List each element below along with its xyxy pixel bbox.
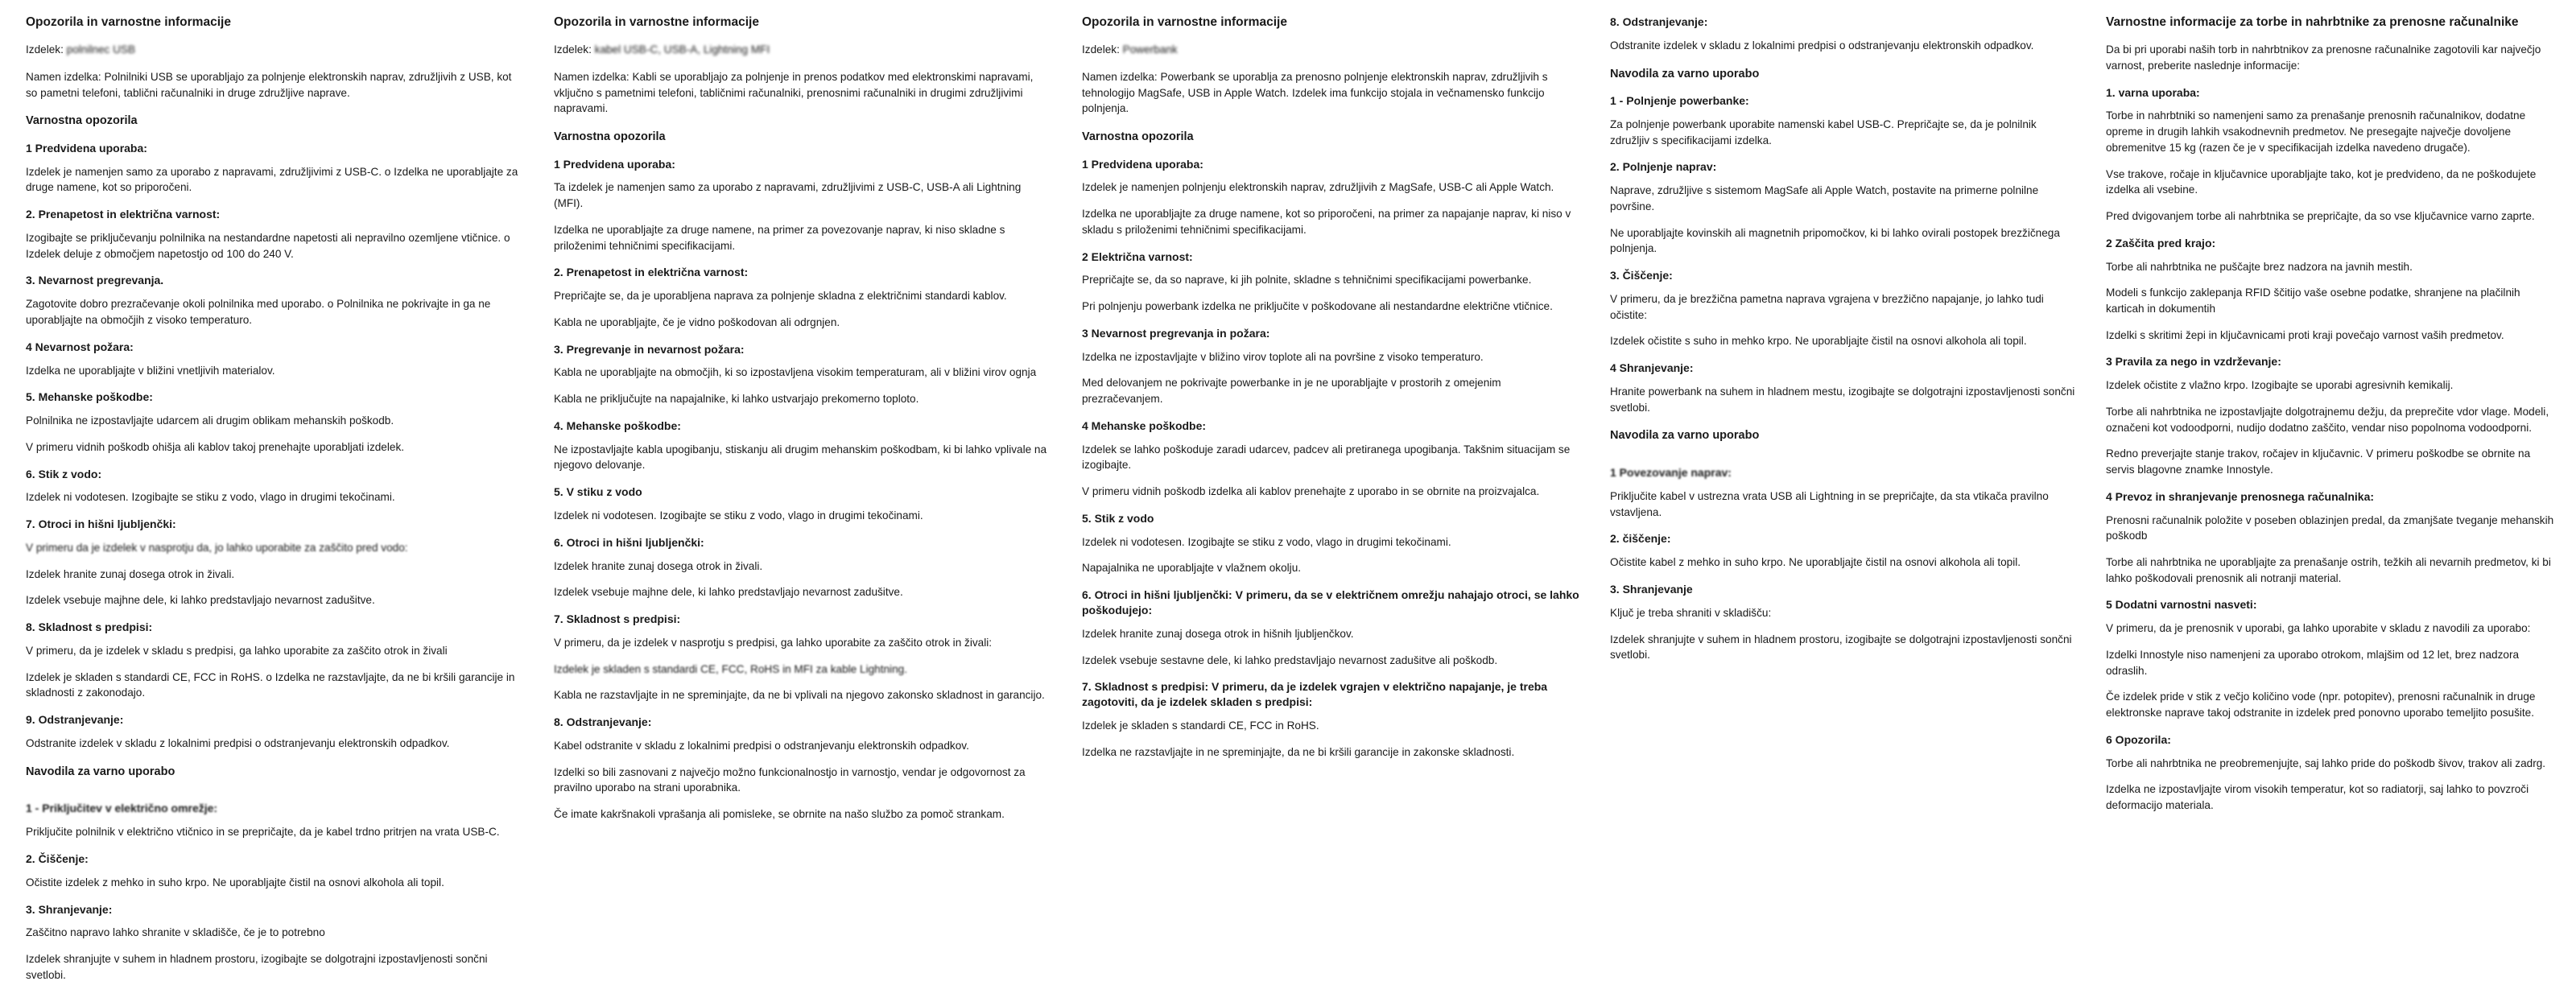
bag-heading-1: 1. varna uporaba:: [2106, 85, 2200, 99]
warning-heading-8: 8. Skladnost s predpisi:: [26, 621, 153, 634]
warning-heading-4: 4 Nevarnost požara:: [26, 340, 134, 353]
warning-heading-2: 2. Prenapetost in električna varnost:: [26, 208, 221, 221]
warning-heading-1: 1 Predvidena uporaba:: [1082, 157, 1203, 171]
usage2-heading-2: 2. čiščenje:: [1610, 532, 1671, 546]
usage-text: Očistite izdelek z mehko in suho krpo. Ne uporabljajte čistil na osnovi alkohola ali topil.: [26, 876, 444, 888]
column-usb-charger: [11, 14, 539, 1006]
warning-text: Ta izdelek je namenjen samo za uporabo z napravami, združljivimi z USB-C, USB-A ali Lightning (MFI).: [554, 181, 1022, 210]
usage-heading-1: 1 - Priključitev v električno omrežje:: [26, 802, 218, 815]
usage-heading-secondary: Navodila za varno uporabo: [1610, 429, 1760, 443]
usage2-heading-3: 3. Shranjevanje: [1610, 582, 1693, 596]
bag-text: Torbe ali nahrbtnika ne preobremenjujte, saj lahko pride do poškodb šivov, trakov ali zadrg.: [2106, 757, 2546, 769]
warning-text: Izdelek ni vodotesen. Izogibajte se stiku z vodo, vlago in drugimi tekočinami.: [1082, 535, 1451, 548]
column-cables: [539, 14, 1067, 1006]
warning-text: Izdelka ne uporabljajte za druge namene, na primer za povezovanje naprav, ki niso skladne s priloženimi tehničnimi specifikacijami.: [554, 223, 1005, 252]
warning-text: V primeru da je izdelek v nasprotju da, jo lahko uporabite za zaščito pred vodo:: [26, 542, 408, 555]
bag-text: Izdelki s skritimi žepi in ključavnicami proti kraji povečajo varnost vaših predmetov.: [2106, 328, 2504, 341]
product-subject: [1082, 42, 1581, 58]
warning-heading-5: 5. Mehanske poškodbe:: [26, 390, 153, 404]
column-powerbank-usage: [1596, 14, 2091, 1006]
usage-heading-2: 2. Čiščenje:: [26, 851, 89, 865]
warning-text: Prepričajte se, da so naprave, ki jih polnite, skladne s tehničnimi specifikacijami powerbanke.: [1082, 274, 1532, 287]
section-title: Varnostne informacije za torbe in nahrbtnike za prenosne računalnike: [2106, 15, 2519, 29]
usage-text: Izdelek shranjujte v suhem in hladnem prostoru, izogibajte se dolgotrajni izpostavljenosti sončni svetlobi.: [26, 953, 488, 981]
usage-text: Ne uporabljajte kovinskih ali magnetnih pripomočkov, ki bi lahko ovirali postopek brezžičnega polnjenja.: [1610, 226, 2060, 255]
product-purpose: Namen izdelka: Polnilniki USB se uporabljajo za polnjenje elektronskih naprav, združljivih z USB, kot so pametni telefoni, tablični računalniki in druge združljive naprave.: [26, 70, 512, 99]
warning-text: Zagotovite dobro prezračevanje okoli polnilnika med uporabo. o Polnilnika ne pokrivajte in ga ne uporabljajte na območjih z visoko temperaturo.: [26, 298, 491, 326]
usage-text: Naprave, združljive s sistemom MagSafe ali Apple Watch, postavite na primerne polnilne površine.: [1610, 184, 2039, 213]
warning-heading-4: 4. Mehanske poškodbe:: [554, 418, 681, 432]
bag-text: Torbe in nahrbtniki so namenjeni samo za prenašanje prenosnih računalnikov, dodatne opreme in drugih lahkih vsakodnevnih predmetov. Ne presegajte največje dovoljene obremenitve 15 kg (razen če je v specifikacijah izdelka navedeno drugače).: [2106, 109, 2526, 154]
warning-text: Kabla ne uporabljajte, če je vidno poškodovan ali odrgnjen.: [554, 315, 840, 328]
warning-heading-8: 8. Odstranjevanje:: [554, 715, 652, 728]
usage-heading: Navodila za varno uporabo: [1610, 67, 1760, 80]
bag-text: Izdelek očistite z vlažno krpo. Izogibajte se uporabi agresivnih kemikalij.: [2106, 379, 2454, 392]
bag-text: Prenosni računalnik položite v poseben oblazinjen predal, da zmanjšate tveganje mehanskih poškodb: [2106, 513, 2554, 542]
warning-heading-5: 5. V stiku z vodo: [554, 485, 642, 499]
bag-text: Torbe ali nahrbtnika ne uporabljajte za prenašanje ostrih, težkih ali nevarnih predmetov, ki bi lahko poškodovali prenosnik ali notranji material.: [2106, 556, 2551, 584]
warning-text: Med delovanjem ne pokrivajte powerbanke in je ne uporabljajte v prostorih z omejenim prezračevanjem.: [1082, 377, 1501, 406]
usage-heading-3: 3. Shranjevanje:: [26, 902, 113, 916]
warning-heading-7: 7. Otroci in hišni ljubljenčki:: [26, 517, 176, 531]
bag-text: Torbe ali nahrbtnika ne izpostavljajte dolgotrajnemu dežju, da preprečite vdor vlage. Modeli, označeni kot vodoodporni, nudijo dodatno zaščito, vendar niso popolnoma vodoodporni.: [2106, 405, 2549, 434]
bag-heading-5: 5 Dodatni varnostni nasveti:: [2106, 598, 2257, 612]
product-subject: [26, 42, 525, 58]
usage2-heading-1: 1 Povezovanje naprav:: [1610, 466, 1732, 480]
usage2-text: Izdelek shranjujte v suhem in hladnem prostoru, izogibajte se dolgotrajni izpostavljenosti sončni svetlobi.: [1610, 633, 2072, 662]
usage2-text: Ključ je treba shraniti v skladišču:: [1610, 606, 1772, 619]
warnings-heading: Varnostna opozorila: [26, 114, 138, 128]
warning-text: Izogibajte se priključevanju polnilnika na nestandardne napetosti ali nepravilno ozemljene vtičnice. o Izdelek deluje z območjem napetostjo od 100 do 240 V.: [26, 232, 510, 260]
closing-text: Izdelki so bili zasnovani z največjo možno funkcionalnostjo in varnostjo, vendar je odgovornost za pravilno uporabo na strani uporabnika.: [554, 765, 1026, 794]
warning-text: V primeru, da je izdelek v nasprotju s predpisi, ga lahko uporabite za zaščito otrok in živali:: [554, 636, 993, 649]
warnings-heading: Varnostna opozorila: [554, 130, 666, 143]
warning-heading-3: 3. Nevarnost pregrevanja.: [26, 274, 164, 287]
bag-text: Če izdelek pride v stik z večjo količino vode (npr. potopitev), prenosni računalnik in druge elektronske naprave takoj odstranite in izdelek pred ponovno uporabo temeljito posušite.: [2106, 691, 2536, 719]
warning-text: Izdelek hranite zunaj dosega otrok in živali.: [26, 567, 235, 580]
warning-text: V primeru vidnih poškodb ohišja ali kablov takoj prenehajte uporabljati izdelek.: [26, 440, 405, 453]
bag-text: V primeru, da je prenosnik v uporabi, ga lahko uporabite v skladu z navodili za uporabo:: [2106, 622, 2531, 635]
usage-text: Hranite powerbank na suhem in hladnem mestu, izogibajte se dolgotrajni izpostavljenosti sončni svetlobi.: [1610, 385, 2075, 414]
closing-text: Če imate kakršnakoli vprašanja ali pomisleke, se obrnite na našo službo za pomoč strankam.: [554, 808, 1005, 820]
column-powerbank: [1067, 14, 1596, 1006]
warning-text: Izdelek vsebuje majhne dele, ki lahko predstavljajo nevarnost zadušitve.: [554, 586, 903, 599]
usage-heading: Navodila za varno uporabo: [26, 765, 175, 778]
warning-text: Izdelka ne uporabljajte za druge namene, kot so priporočeni, na primer za napajanje naprav, ki niso v skladu s priloženimi tehničnimi specifikacijami.: [1082, 208, 1571, 236]
product-purpose: Namen izdelka: Powerbank se uporablja za prenosno polnjenje elektronskih naprav, združljivih s tehnologijo MagSafe, USB in Apple Watch. Izdelek ima funkcijo stojala in večnamensko funkcijo polnjenja.: [1082, 70, 1548, 115]
warning-heading-7: 7. Skladnost s predpisi:: [554, 612, 681, 625]
warning-text: Odstranite izdelek v skladu z lokalnimi predpisi o odstranjevanju elektronskih odpadkov.: [26, 737, 450, 750]
warning-text: Izdelek ni vodotesen. Izogibajte se stiku z vodo, vlago in drugimi tekočinami.: [26, 491, 395, 504]
warning-heading-9: 9. Odstranjevanje:: [26, 713, 124, 727]
usage-heading-4: 4 Shranjevanje:: [1610, 361, 1694, 375]
usage-text: Zaščitno napravo lahko shranite v skladišče, če je to potrebno: [26, 926, 325, 939]
warning-heading-7: 7. Skladnost s predpisi: V primeru, da je izdelek vgrajen v električno napajanje, je treba zagotoviti, da je izdelek skladen s predpisi:: [1082, 680, 1548, 709]
warning-heading-8: 8. Odstranjevanje:: [1610, 15, 1708, 28]
warning-heading-1: 1 Predvidena uporaba:: [554, 157, 675, 171]
warning-text: Kabla ne uporabljajte na območjih, ki so izpostavljena visokim temperaturam, ali v bližini virov ognja: [554, 366, 1037, 379]
usage-text: Priključite polnilnik v električno vtičnico in se prepričajte, da je kabel trdno pritrjen na vrata USB-C.: [26, 826, 500, 839]
product-value: kabel USB-C, USB-A, Lightning MFI: [594, 43, 770, 56]
warning-heading-1: 1 Predvidena uporaba:: [26, 141, 147, 155]
warning-heading-6: 6. Otroci in hišni ljubljenčki:: [554, 535, 704, 549]
warning-text: Kabel odstranite v skladu z lokalnimi predpisi o odstranjevanju elektronskih odpadkov.: [554, 739, 969, 752]
bag-text: Pred dvigovanjem torbe ali nahrbtnika se prepričajte, da so vse ključavnice varno zaprte.: [2106, 209, 2535, 222]
warning-text: Izdelek je skladen s standardi CE, FCC in RoHS. o Izdelka ne razstavljajte, da ne bi kršili garancije in skladnosti z zakonodajo.: [26, 670, 515, 699]
warning-text: Napajalnika ne uporabljajte v vlažnem okolju.: [1082, 562, 1302, 575]
warning-text: Izdelka ne uporabljajte v bližini vnetljivih materialov.: [26, 364, 275, 377]
warning-text: Izdelek je namenjen polnjenju elektronskih naprav, združljivih z MagSafe, USB-C ali Apple Watch.: [1082, 181, 1554, 194]
warning-text: Prepričajte se, da je uporabljena naprava za polnjenje skladna z električnimi standardi kablov.: [554, 290, 1007, 303]
usage-heading-1: 1 - Polnjenje powerbanke:: [1610, 94, 1749, 108]
bag-text: Vse trakove, ročaje in ključavnice uporabljajte tako, kot je predvideno, da ne poškodujete izdelka ali vsebine.: [2106, 167, 2537, 196]
usage2-text: Priključite kabel v ustrezna vrata USB ali Lightning in se prepričajte, da sta vtikača pravilno vstavljena.: [1610, 489, 2049, 518]
warning-heading-6: 6. Otroci in hišni ljubljenčki: V primeru, da se v električnem omrežju nahajajo otroci, se lahko poškodujejo:: [1082, 588, 1579, 616]
product-purpose: Namen izdelka: Kabli se uporabljajo za polnjenje in prenos podatkov med elektronskimi napravami, vključno s pametnimi telefoni, tabličnimi računalniki, prenosnimi računalniki in drugimi združljivimi napravami.: [554, 70, 1034, 115]
warning-text: Kabla ne priključujte na napajalnike, ki lahko ustvarjajo prekomerno toploto.: [554, 393, 919, 406]
warning-text: Izdelek vsebuje sestavne dele, ki lahko predstavljajo nevarnost zadušitve ali poškodb.: [1082, 653, 1498, 666]
product-subject: [554, 42, 1053, 58]
product-value: polnilnec USB: [66, 43, 136, 56]
bag-text: Modeli s funkcijo zaklepanja RFID ščitijo vaše osebne podatke, shranjene na plačilnih karticah in dokumentih: [2106, 287, 2520, 315]
bag-text: Izdelki Innostyle niso namenjeni za uporabo otrokom, mlajšim od 12 let, brez nadzora odraslih.: [2106, 649, 2520, 677]
warning-text: V primeru, da je izdelek v skladu s predpisi, ga lahko uporabite za zaščito otrok in živali: [26, 645, 448, 658]
bag-heading-4: 4 Prevoz in shranjevanje prenosnega računalnika:: [2106, 489, 2375, 503]
product-label: Izdelek:: [554, 43, 592, 56]
warnings-heading: Varnostna opozorila: [1082, 130, 1194, 143]
intro-text: Da bi pri uporabi naših torb in nahrbtnikov za prenosne računalnike zagotovili kar največjo varnost, preberite naslednje informacije:: [2106, 43, 2541, 72]
warning-heading-3: 3 Nevarnost pregrevanja in požara:: [1082, 326, 1270, 340]
usage-text: V primeru, da je brezžična pametna naprava vgrajena v brezžično napajanje, jo lahko tudi očistite:: [1610, 293, 2044, 321]
warning-text: Polnilnika ne izpostavljajte udarcem ali drugim oblikam mehanskih poškodb.: [26, 414, 394, 427]
bag-text: Izdelka ne izpostavljajte virom visokih temperatur, kot so radiatorji, saj lahko to povzroči deformacijo materiala.: [2106, 783, 2529, 812]
warning-text: Izdelka ne izpostavljajte v bližino virov toplote ali na površine z visoko temperaturo.: [1082, 350, 1484, 363]
section-title: Opozorila in varnostne informacije: [554, 15, 759, 29]
section-title: Opozorila in varnostne informacije: [1082, 15, 1287, 29]
product-value: Powerbank: [1122, 43, 1178, 56]
product-label: Izdelek:: [26, 43, 64, 56]
warning-heading-2: 2 Električna varnost:: [1082, 249, 1193, 263]
warning-text: Izdelek hranite zunaj dosega otrok in živali.: [554, 559, 763, 572]
warning-text: V primeru vidnih poškodb izdelka ali kablov prenehajte z uporabo in se obrnite na proizvajalca.: [1082, 485, 1540, 498]
warning-text: Izdelek ni vodotesen. Izogibajte se stiku z vodo, vlago in drugimi tekočinami.: [554, 509, 923, 522]
warning-heading-3: 3. Pregrevanje in nevarnost požara:: [554, 342, 745, 356]
warning-text: Kabla ne razstavljajte in ne spreminjajte, da ne bi vplivali na njegovo zakonsko skladnost in garancijo.: [554, 689, 1045, 702]
usage-text: Za polnjenje powerbank uporabite namenski kabel USB-C. Prepričajte se, da je polnilnik združljiv s specifikacijami izdelka.: [1610, 118, 2037, 146]
warning-text: Odstranite izdelek v skladu z lokalnimi predpisi o odstranjevanju elektronskih odpadkov.: [1610, 39, 2034, 52]
warning-text: Izdelek je skladen s standardi CE, FCC, RoHS in MFI za kable Lightning.: [554, 662, 907, 675]
bag-heading-6: 6 Opozorila:: [2106, 732, 2171, 746]
warning-text: Izdelek hranite zunaj dosega otrok in hišnih ljubljenčkov.: [1082, 627, 1354, 640]
usage-heading-2: 2. Polnjenje naprav:: [1610, 160, 1717, 174]
bag-heading-3: 3 Pravila za nego in vzdrževanje:: [2106, 355, 2281, 369]
warning-text: Pri polnjenju powerbank izdelka ne priključite v poškodovane ali nestandardne električne vtičnice.: [1082, 300, 1553, 313]
bag-text: Redno preverjajte stanje trakov, ročajev in ključavnic. V primeru poškodbe se obrnite na servis blagovne znamke Innostyle.: [2106, 447, 2531, 476]
usage-heading-3: 3. Čiščenje:: [1610, 269, 1673, 282]
product-label: Izdelek:: [1082, 43, 1120, 56]
warning-heading-6: 6. Stik z vodo:: [26, 467, 102, 480]
warning-heading-4: 4 Mehanske poškodbe:: [1082, 418, 1207, 432]
warning-text: Izdelek je skladen s standardi CE, FCC in RoHS.: [1082, 719, 1319, 732]
warning-text: Ne izpostavljajte kabla upogibanju, stiskanju ali drugim mehanskim poškodbam, ki bi lahko vplivale na njegovo delovanje.: [554, 443, 1047, 472]
warning-text: Izdelka ne razstavljajte in ne spreminjajte, da ne bi kršili garancije in zakonske skladnosti.: [1082, 745, 1515, 758]
warning-text: Izdelek vsebuje majhne dele, ki lahko predstavljajo nevarnost zadušitve.: [26, 594, 375, 607]
warning-text: Izdelek je namenjen samo za uporabo z napravami, združljivimi z USB-C. o Izdelka ne uporabljajte za druge namene, kot so priporočeni.: [26, 165, 518, 194]
section-title: Opozorila in varnostne informacije: [26, 15, 231, 29]
warning-heading-5: 5. Stik z vodo: [1082, 511, 1154, 525]
bag-heading-2: 2 Zaščita pred krajo:: [2106, 236, 2216, 249]
warning-text: Izdelek se lahko poškoduje zaradi udarcev, padcev ali pretiranega upogibanja. Takšnim situacijam se izogibajte.: [1082, 443, 1571, 472]
warning-heading-2: 2. Prenapetost in električna varnost:: [554, 266, 749, 279]
bag-text: Torbe ali nahrbtnika ne puščajte brez nadzora na javnih mestih.: [2106, 260, 2413, 273]
usage2-text: Očistite kabel z mehko in suho krpo. Ne uporabljajte čistil na osnovi alkohola ali topil.: [1610, 556, 2021, 569]
column-bags-backpacks: [2091, 14, 2574, 1006]
usage-text: Izdelek očistite s suho in mehko krpo. Ne uporabljajte čistil na osnovi alkohola ali topil.: [1610, 335, 2027, 348]
